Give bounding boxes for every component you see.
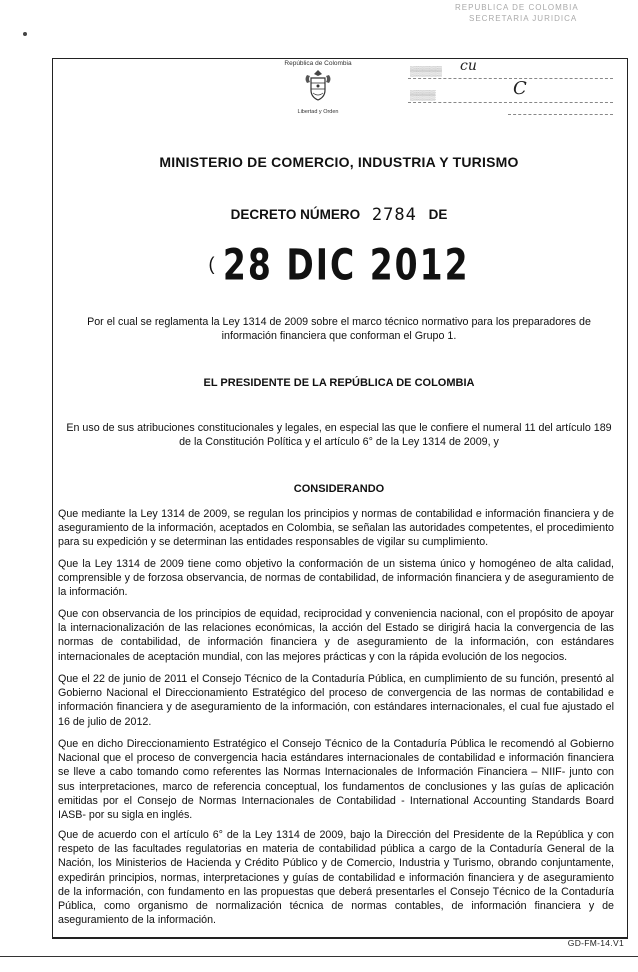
president-heading: EL PRESIDENTE DE LA REPÚBLICA DE COLOMBIA bbox=[203, 377, 475, 389]
considering-heading: CONSIDERANDO bbox=[293, 483, 385, 495]
motto-label: Libertad y Orden bbox=[297, 109, 339, 115]
decree-summary: Por el cual se reglamenta la Ley 1314 de 2009 sobre el marco técnico normativo para los preparadores de información financiera que conforman el Grupo 1. bbox=[87, 316, 591, 343]
stamp-line: SECRETARIA JURIDICA bbox=[469, 14, 578, 23]
decree-date bbox=[52, 239, 626, 290]
republic-label: República de Colombia bbox=[284, 60, 352, 67]
date-paren: ( bbox=[208, 254, 215, 274]
consideration-paragraph: Que el 22 de junio de 2011 el Consejo Técnico de la Contaduría Pública, en cumplimiento de su función, presentó al Gobierno Nacional el Direccionamiento Estratégico del proceso de convergencia de las normas de contabilidad e información financiera y de aseguramiento de la información, con estándares internacionales, el cual fue ajustado el 16 de julio de 2012. bbox=[58, 673, 614, 728]
form-code: GD-FM-14.V1 bbox=[567, 938, 624, 948]
initials-signature: cu bbox=[460, 58, 477, 74]
coat-of-arms bbox=[278, 60, 358, 115]
scan-mark bbox=[23, 32, 27, 36]
page-bottom-rule bbox=[0, 956, 638, 957]
powers-paragraph: En uso de sus atribuciones constitucionales y legales, en especial las que le confiere el numeral 11 del artículo 189 de la Constitución Política y el artículo 6° de la Ley 1314 de 2009, y bbox=[66, 422, 612, 449]
consideration-paragraph: Que mediante la Ley 1314 de 2009, se regulan los principios y normas de contabilidad e información financiera y de aseguramiento de la información, aceptados en Colombia, se señalan las autoridades competentes, el procedimiento para su expedición y se determinan las entidades responsables de vigilar su cumplimiento. bbox=[58, 508, 614, 549]
decree-label: DECRETO NÚMERO bbox=[230, 207, 361, 222]
stamp-mark: ▒▒▒▒▒ bbox=[410, 66, 442, 76]
consideration-paragraph: Que de acuerdo con el artículo 6° de la Ley 1314 de 2009, bajo la Dirección del Presidente de la República y con respeto de las facultades regulatorias en materia de contabilidad pública a cargo de la Contaduría General de la Nación, los Ministerios de Hacienda y Crédito Público y de Comercio, Industria y Turismo, obrando conjuntamente, expedirán principios, normas, interpretaciones y guías de contabilidad e información financiera y de aseguramiento de la información, con fundamento en las propuestas que deberá presentarles el Consejo Técnico de la Contaduría Pública, como organismo de normalización técnica de normas contables, de información financiera y de aseguramiento de la información. bbox=[58, 829, 614, 927]
consideration-paragraph: Que en dicho Direccionamiento Estratégico el Consejo Técnico de la Contaduría Pública le recomendó al Gobierno Nacional que el proceso de convergencia hacia estándares internacionales de contabilidad e información financiera se lleve a cabo tomando como referentes las Normas Internacionales de Información Financiera – NIIF- junto con sus interpretaciones, marco de referencia conceptual, los fundamentos de conclusiones y las guías de aplicación emitidas por el Consejo de Normas Internacionales de Contabilidad - International Accounting Standards Board IASB- por su sigla en inglés. bbox=[58, 738, 614, 822]
date-stamp: 28 DIC 2012 bbox=[222, 239, 470, 290]
decree-suffix: DE bbox=[428, 207, 448, 222]
consideration-paragraph: Que con observancia de los principios de equidad, reciprocidad y conveniencia nacional, con el propósito de apoyar la internacionalización de las relaciones económicas, la acción del Estado se dirigirá hacia la convergencia de las normas de contabilidad, de información financiera y de aseguramiento de la información, con estándares internacionales de aceptación mundial, con las mejores prácticas y con la rápida evolución de los negocios. bbox=[58, 608, 614, 663]
consideration-paragraph: Que la Ley 1314 de 2009 tiene como objetivo la conformación de un sistema único y homogéneo de alta calidad, comprensible y de forzosa observancia, de normas de contabilidad, de información financiera y de aseguramiento de la información. bbox=[58, 558, 614, 599]
ministry-title: MINISTERIO DE COMERCIO, INDUSTRIA Y TURISMO bbox=[159, 154, 519, 170]
coat-of-arms-icon bbox=[303, 69, 333, 103]
faded-stamp bbox=[455, 2, 635, 24]
stamp-mark: ▒▒▒▒ bbox=[410, 90, 436, 100]
decree-line bbox=[52, 204, 626, 224]
handwritten-mark: C bbox=[513, 78, 527, 99]
stamp-line: REPUBLICA DE COLOMBIA bbox=[455, 3, 579, 12]
signature-stamp bbox=[408, 58, 618, 120]
decree-number: 2784 bbox=[371, 205, 417, 225]
